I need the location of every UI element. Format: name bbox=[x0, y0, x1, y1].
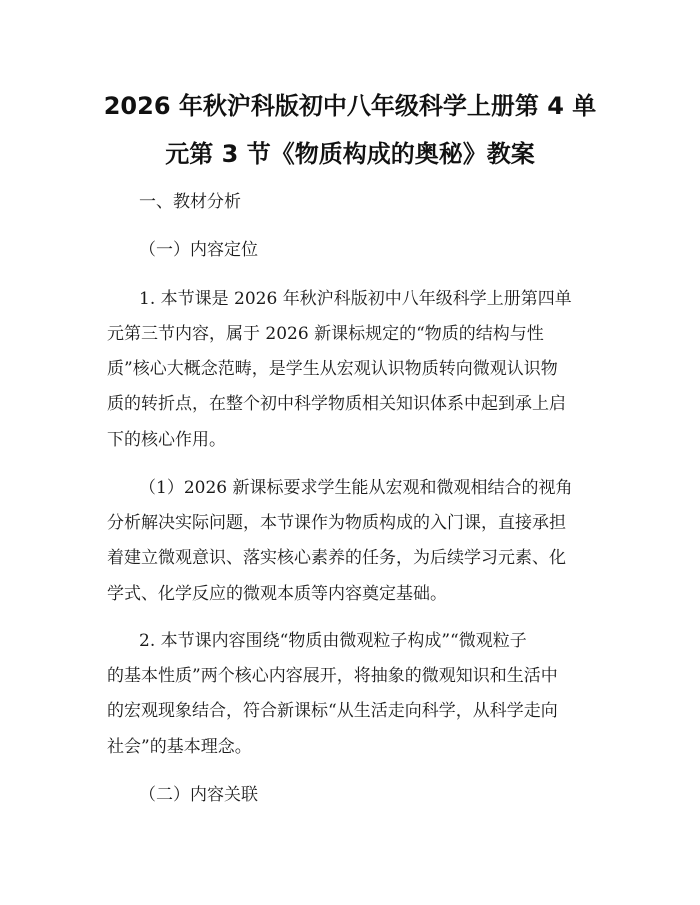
section-heading: 一、教材分析 bbox=[139, 192, 241, 212]
title-line: 元第 3 节《物质构成的奥秘》教案 bbox=[165, 140, 535, 168]
paragraph-line: 社会”的基本理念。 bbox=[107, 737, 252, 757]
subsection-heading: （二）内容关联 bbox=[139, 785, 258, 805]
paragraph-line: 1. 本节课是 2026 年秋沪科版初中八年级科学上册第四单 bbox=[139, 289, 572, 309]
paragraph-line: 的基本性质”两个核心内容展开，将抽象的微观知识和生活中 bbox=[107, 666, 558, 686]
document-title bbox=[90, 82, 610, 178]
title-line: 2026 年秋沪科版初中八年级科学上册第 4 单 bbox=[103, 92, 597, 120]
paragraph-line: 元第三节内容，属于 2026 新课标规定的“物质的结构与性 bbox=[107, 324, 544, 344]
paragraph-line: （1）2026 新课标要求学生能从宏观和微观相结合的视角 bbox=[139, 478, 573, 498]
paragraph-line: 学式、化学反应的微观本质等内容奠定基础。 bbox=[107, 584, 447, 604]
paragraph-line: 质”核心大概念范畴，是学生从宏观认识物质转向微观认识物 bbox=[107, 359, 558, 379]
paragraph-line: 质的转折点，在整个初中科学物质相关知识体系中起到承上启 bbox=[107, 394, 566, 414]
paragraph-line: 着建立微观意识、落实核心素养的任务，为后续学习元素、化 bbox=[107, 548, 566, 568]
subsection-heading: （一）内容定位 bbox=[139, 240, 258, 260]
paragraph-line: 分析解决实际问题，本节课作为物质构成的入门课，直接承担 bbox=[107, 513, 566, 533]
paragraph-line: 2. 本节课内容围绕“物质由微观粒子构成”“微观粒子 bbox=[139, 631, 527, 651]
paragraph-line: 的宏观现象结合，符合新课标“从生活走向科学，从科学走向 bbox=[107, 701, 558, 721]
paragraph-line: 下的核心作用。 bbox=[107, 430, 226, 450]
